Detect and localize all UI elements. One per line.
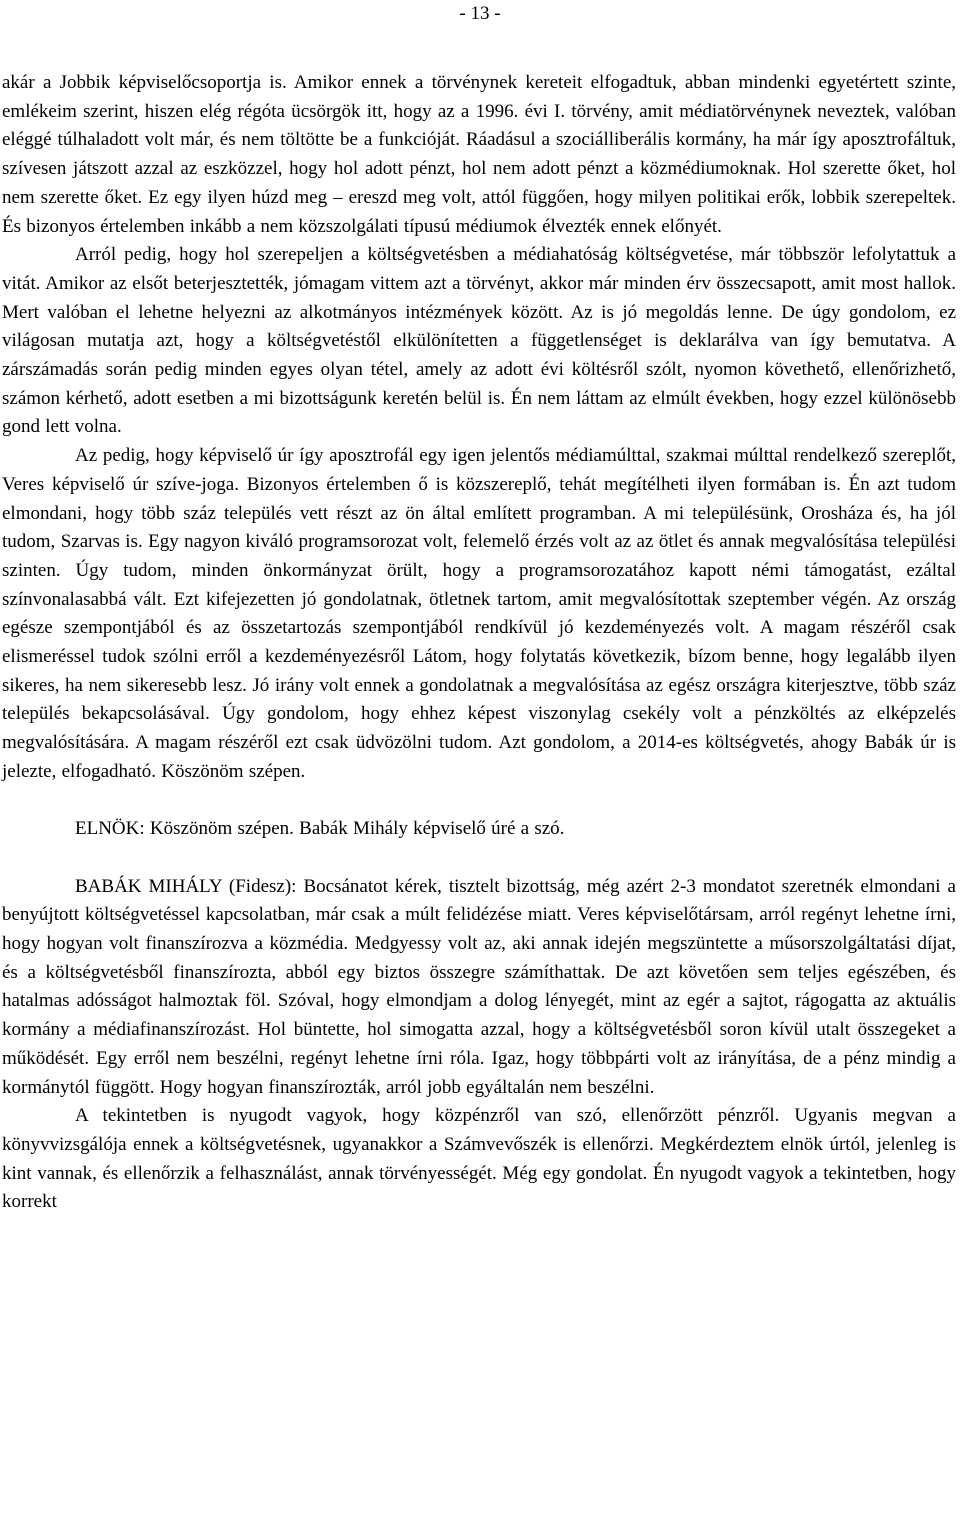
page-number: - 13 - — [459, 3, 501, 24]
paragraph: Az pedig, hogy képviselő úr így aposztrofál egy igen jelentős médiamúlttal, szakmai múlttal rendelkező szereplőt, Veres képviselő úr szíve-joga. Bizonyos értelemben ő is közszereplő, tehát megítélheti ilyen formában is. Én azt tudom elmondani, hogy több száz település vett részt az ön által említett programban. A mi településünk, Orosháza és, ha jól tudom, Szarvas is. Egy nagyon kiváló programsorozat volt, felemelő érzés volt az az ötlet és annak megvalósítása települési szinten. Úgy tudom, minden önkormányzat örült, hogy a programsorozatához kapott némi támogatást, ezáltal színvonalasabbá vált. Ezt kifejezetten jó gondolatnak, ötletnek tartom, amit megvalósítottak szeptember végén. Az ország egésze szempontjából és az összetartozás szempontjából rendkívül jó kezdeményezés volt. A magam részéről csak elismeréssel tudok szólni erről a kezdeményezésről Látom, hogy folytatás következik, bízom benne, hogy legalább ilyen sikeres, ha nem sikeresebb lesz. Jó irány volt ennek a gondolatnak a megvalósítása az egész országra kiterjesztve, több száz település bekapcsolásával. Úgy gondolom, hogy ehhez képest viszonylag csekély volt a pénzköltés az elképzelés megvalósítására. A magam részéről ezt csak üdvözölni tudom. Azt gondolom, a 2014-es költségvetés, ahogy Babák úr is jelezte, elfogadható. Köszönöm szépen. — [2, 445, 956, 782]
paragraph: Arról pedig, hogy hol szerepeljen a költségvetésben a médiahatóság költségvetése, már többször lefolytattuk a vitát. Amikor az elsőt beterjesztették, jómagam vittem azt a törvényt, akkor már minden érv összecsapott, amit most hallok. Mert valóban el lehetne helyezni az alkotmányos intézmények között. Az is jó megoldás lenne. De úgy gondolom, ez világosan mutatja azt, hogy a költségvetéstől elkülönítetten a függetlenséget is deklarálva van így bemutatva. A zárszámadás során pedig minden egyes olyan tétel, amely az adott évi költésről szólt, nyomon követhető, ellenőrizhető, számon kérhető, adott esetben a mi bizottságunk keretén belül is. Én nem láttam az elmúlt években, hogy ezzel különösebb gond lett volna. — [2, 244, 956, 438]
body-text — [2, 69, 956, 1217]
speaker-paragraph-elnok: ELNÖK: Köszönöm szépen. Babák Mihály képviselő úré a szó. — [75, 818, 565, 840]
speaker-paragraph-babak: BABÁK MIHÁLY (Fidesz): Bocsánatot kérek, tisztelt bizottság, még azért 2-3 mondatot szeretnék elmondani a benyújtott költségvetéssel kapcsolatban, már csak a múlt felidézése miatt. Veres képviselőtársam, arról regényt lehetne írni, hogy hogyan volt finanszírozva a közmédia. Medgyessy volt az, aki annak idején megszüntette a műsorszolgáltatási díjat, és a költségvetésből finanszírozta, abból egy biztos összegre számíthattak. De azt követően sem teljes egészében, és hatalmas adósságot halmoztak föl. Szóval, hogy elmondjam a dolog lényegét, mint az egér a sajtot, rágogatta az aktuális kormány a médiafinanszírozást. Hol büntette, hol simogatta azzal, hogy a költségvetésből soron kívül utalt összegeket a működését. Egy erről nem beszélni, regényt lehetne írni róla. Igaz, hogy többpárti volt az irányítása, de a pénz mindig a kormánytól függött. Hogy hogyan finanszírozták, arról jobb egyáltalán nem beszélni. — [2, 875, 956, 1098]
paragraph: A tekintetben is nyugodt vagyok, hogy közpénzről van szó, ellenőrzött pénzről. Ugyanis megvan a könyvvizsgálója ennek a költségvetésnek, ugyanakkor a Számvevőszék is ellenőrzi. Megkérdeztem elnök úrtól, jelenleg is kint vannak, és ellenőrzik a felhasználást, annak törvényességét. Még egy gondolat. Én nyugodt vagyok a tekintetben, hogy korrekt — [2, 1105, 956, 1213]
paragraph: akár a Jobbik képviselőcsoportja is. Amikor ennek a törvénynek kereteit elfogadtuk, abban mindenki egyetértett szinte, emlékeim szerint, hiszen elég régóta ücsörgök itt, hogy az a 1996. évi I. törvény, amit médiatörvénynek neveztek, valóban eléggé túlhaladott volt már, és nem töltötte be a funkcióját. Ráadásul a szociálliberális kormány, ha már így aposztrofáltuk, szívesen játszott azzal az eszközzel, hogy hol adott pénzt, hol nem adott pénzt a közmédiumoknak. Hol szerette őket, hol nem szerette őket. Ez egy ilyen húzd meg – ereszd meg volt, attól függően, hogy milyen politikai erők, lobbik szerepeltek. És bizonyos értelemben inkább a nem közszolgálati típusú médiumok élvezték ennek előnyét. — [2, 72, 956, 237]
